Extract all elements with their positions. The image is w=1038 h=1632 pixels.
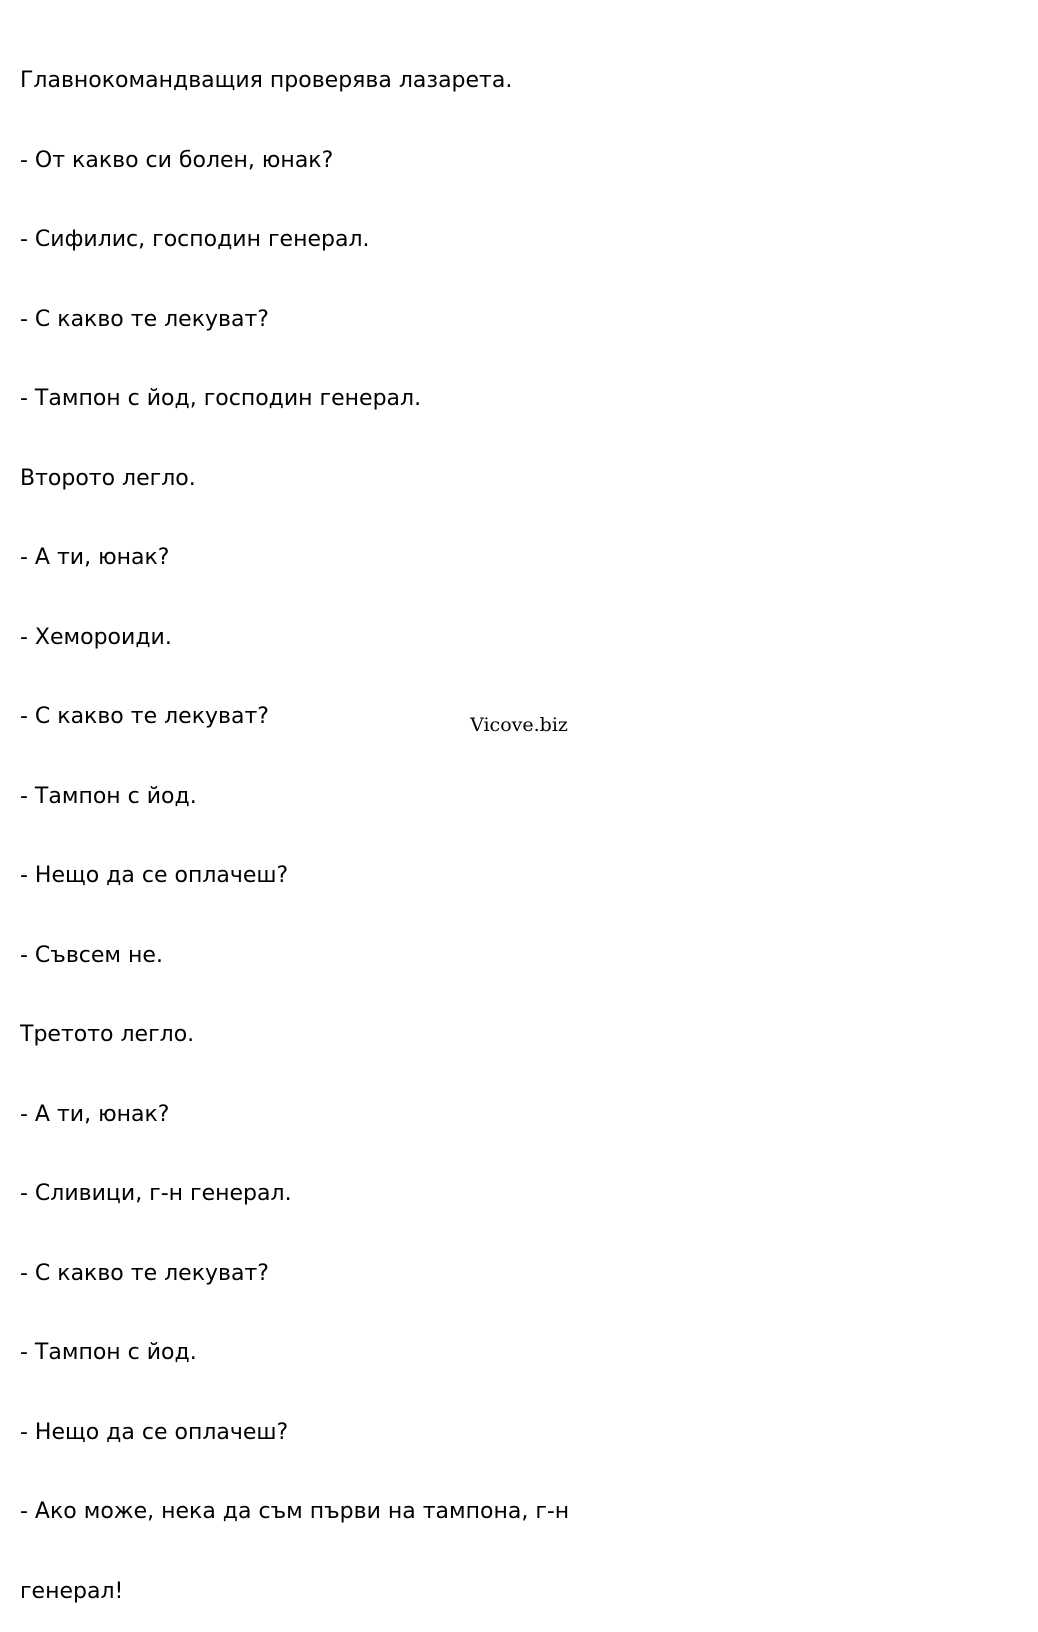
joke-line: - Тампон с йод, господин генерал. bbox=[20, 386, 422, 411]
joke-line: - А ти, юнак? bbox=[20, 545, 170, 570]
joke-line: - Хемороиди. bbox=[20, 624, 172, 650]
joke-line: - С какво те лекуват? bbox=[20, 704, 269, 729]
joke-text bbox=[20, 15, 620, 1632]
joke-line: генерал! bbox=[20, 1578, 124, 1604]
joke-line: - Тампон с йод. bbox=[20, 1340, 197, 1365]
joke-line: - От какво си болен, юнак? bbox=[20, 147, 334, 173]
joke-line: Главнокомандващия проверява лазарета. bbox=[20, 68, 513, 93]
site-footer: Vicove.biz bbox=[470, 714, 568, 736]
joke-line: - С какво те лекуват? bbox=[20, 306, 269, 332]
joke-line: - А ти, юнак? bbox=[20, 1101, 170, 1127]
joke-line: - Съвсем не. bbox=[20, 942, 163, 968]
joke-line: Третото легло. bbox=[20, 1022, 195, 1047]
joke-line: - Нещо да се оплачеш? bbox=[20, 1419, 289, 1445]
joke-line: - Сливици, г-н генерал. bbox=[20, 1181, 292, 1206]
joke-line: - Тампон с йод. bbox=[20, 783, 197, 809]
joke-line: - Ако може, нека да съм първи на тампона, г-н bbox=[20, 1499, 570, 1524]
joke-line: Второто легло. bbox=[20, 465, 196, 491]
joke-line: - С какво те лекуват? bbox=[20, 1260, 269, 1286]
joke-line: - Сифилис, господин генерал. bbox=[20, 227, 370, 252]
joke-line: - Нещо да се оплачеш? bbox=[20, 863, 289, 888]
